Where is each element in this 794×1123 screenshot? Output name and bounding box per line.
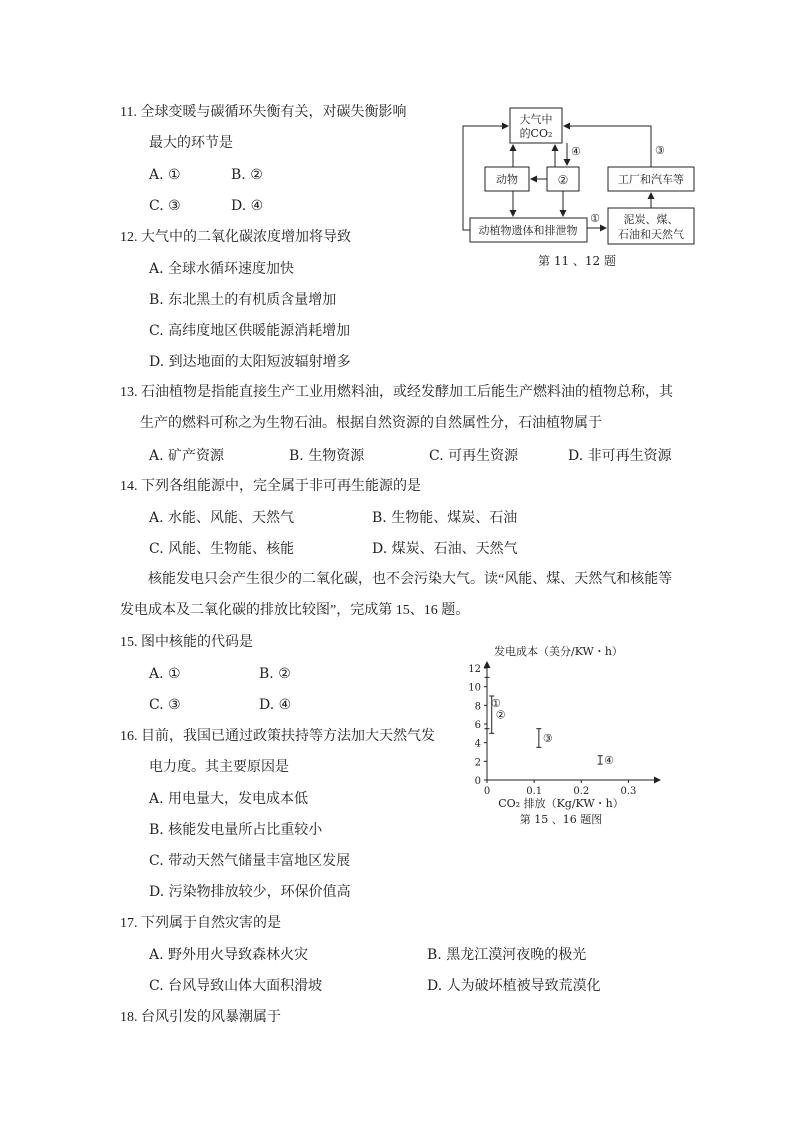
y-tick-label: 10	[468, 682, 481, 694]
x-tick-label: 0	[483, 786, 491, 797]
q16-option-b[interactable]: B. 核能发电量所占比重较小	[149, 822, 323, 838]
q13-stem-line1: 13. 石油植物是指能直接生产工业用燃料油，或经发酵加工后能生产燃料油的植物总称，其	[120, 385, 673, 400]
x-tick-label: 0.2	[573, 786, 590, 797]
intro-line2: 发电成本及二氧化碳的排放比较图”，完成第 15、16 题。	[120, 603, 470, 618]
q14-option-d[interactable]: D. 煤炭、石油、天然气	[372, 541, 518, 557]
q16-option-c[interactable]: C. 带动天然气储量丰富地区发展	[149, 853, 351, 869]
fuels-label-line2: 石油和天然气	[618, 228, 684, 241]
y-tick-label: 8	[474, 701, 481, 713]
q17-option-b[interactable]: B. 黑龙江漠河夜晚的极光	[427, 947, 587, 963]
carbon-cycle-diagram	[455, 100, 705, 275]
remains-label: 动植物遗体和排泄物	[478, 224, 578, 237]
q11-option-a[interactable]: A. ①	[149, 167, 181, 183]
q16-option-d[interactable]: D. 污染物排放较少，环保价值高	[149, 884, 351, 900]
q13-option-b[interactable]: B. 生物资源	[289, 448, 365, 464]
x-tick-label: 0.1	[526, 786, 543, 797]
q11-stem-line2: 最大的环节是	[149, 136, 233, 151]
y-tick-label: 0	[474, 776, 481, 787]
q15-option-d[interactable]: D. ④	[259, 697, 292, 713]
diagram-caption: 第 11 、12 题	[538, 254, 616, 268]
q14-option-b[interactable]: B. 生物能、煤炭、石油	[372, 510, 518, 526]
q12-stem: 12. 大气中的二氧化碳浓度增加将导致	[120, 230, 351, 245]
range-label: ①	[491, 697, 501, 710]
factory-label: 工厂和汽车等	[618, 173, 684, 186]
q16-option-a[interactable]: A. 用电量大，发电成本低	[149, 791, 309, 807]
y-tick-label: 4	[474, 738, 481, 750]
atmosphere-label-line1: 大气中	[519, 113, 553, 126]
q15-stem: 15. 图中核能的代码是	[120, 635, 253, 650]
q17-stem: 17. 下列属于自然灾害的是	[120, 916, 281, 931]
fuels-label-line1: 泥炭、煤、	[623, 213, 679, 226]
animals-label: 动物	[496, 173, 518, 186]
y-tick-label: 2	[474, 757, 481, 769]
intro-line1: 核能发电只会产生很少的二氧化碳，也不会污染大气。读“风能、煤、天然气和核能等	[148, 572, 673, 587]
x-tick-label: 0.3	[620, 786, 637, 797]
q13-option-c[interactable]: C. 可再生资源	[429, 448, 519, 464]
q14-option-a[interactable]: A. 水能、风能、天然气	[149, 510, 295, 526]
range-label: ②	[495, 708, 506, 722]
chart-title: 发电成本（美分/KW・h）	[494, 645, 623, 658]
q13-option-d[interactable]: D. 非可再生资源	[568, 448, 672, 464]
q16-stem-line2: 电力度。其主要原因是	[149, 760, 289, 775]
q11-option-c[interactable]: C. ③	[149, 198, 181, 214]
range-label: ③	[542, 732, 553, 745]
mark1-label: ①	[590, 212, 600, 225]
y-tick-label: 6	[474, 720, 481, 731]
q13-option-a[interactable]: A. 矿产资源	[149, 448, 225, 464]
q11-option-b[interactable]: B. ②	[231, 167, 263, 183]
q17-option-d[interactable]: D. 人为破坏植被导致荒漠化	[427, 978, 601, 994]
q18-stem: 18. 台风引发的风暴潮属于	[120, 1010, 281, 1025]
q17-option-c[interactable]: C. 台风导致山体大面积滑坡	[149, 978, 323, 994]
q13-stem-line2: 生产的燃料可称之为生物石油。根据自然资源的自然属性分，石油植物属于	[140, 416, 602, 431]
chart-xlabel: CO₂ 排放（Kg/KW・h）	[498, 797, 624, 810]
q15-option-b[interactable]: B. ②	[259, 666, 291, 682]
q11-stem-line1: 11. 全球变暖与碳循环失衡有关，对碳失衡影响	[120, 105, 407, 120]
q17-option-a[interactable]: A. 野外用火导致森林火灾	[149, 947, 309, 963]
chart-caption: 第 15 、16 题图	[519, 813, 603, 826]
mark4-label: ④	[571, 145, 581, 158]
cost-co2-chart	[455, 640, 695, 835]
q16-stem-line1: 16. 目前，我国已通过政策扶持等方法加大天然气发	[120, 729, 435, 744]
q15-option-c[interactable]: C. ③	[149, 697, 181, 713]
q14-stem: 14. 下列各组能源中，完全属于非可再生能源的是	[120, 479, 421, 494]
q15-option-a[interactable]: A. ①	[149, 666, 181, 682]
q11-option-d[interactable]: D. ④	[231, 198, 264, 214]
atmosphere-label-line2: 的CO₂	[519, 127, 553, 140]
mark3-label: ③	[655, 144, 665, 157]
q12-option-b[interactable]: B. 东北黑土的有机质含量增加	[149, 292, 337, 308]
q12-option-d[interactable]: D. 到达地面的太阳短波辐射增多	[149, 354, 351, 370]
q12-option-c[interactable]: C. 高纬度地区供暖能源消耗增加	[149, 323, 351, 339]
y-tick-label: 12	[468, 664, 481, 675]
range-label: ④	[604, 753, 615, 767]
q14-option-c[interactable]: C. 风能、生物能、核能	[149, 541, 295, 557]
q12-option-a[interactable]: A. 全球水循环速度加快	[149, 261, 295, 277]
node2-label: ②	[557, 173, 569, 187]
